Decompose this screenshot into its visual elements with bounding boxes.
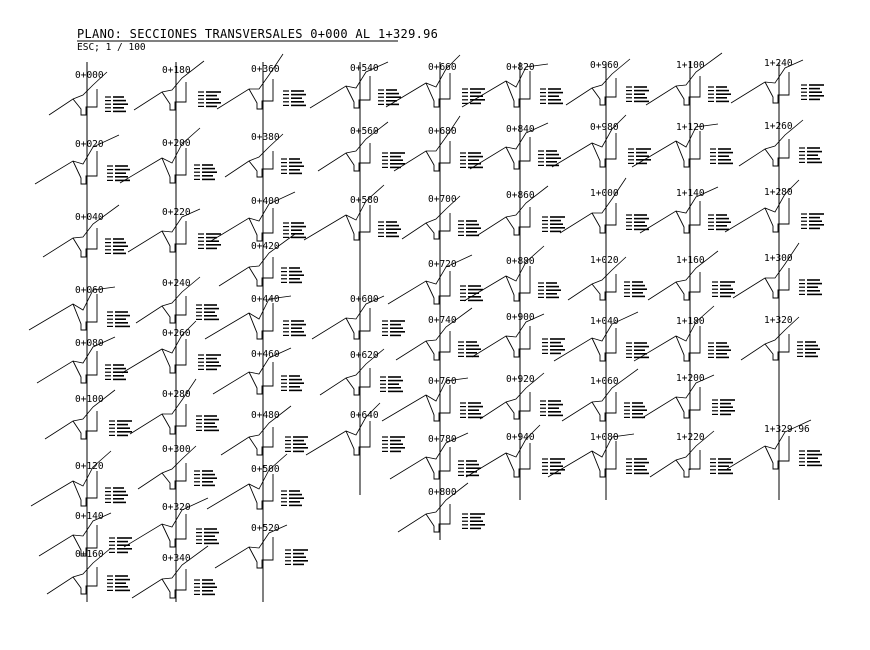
- station-label: 0+300: [162, 444, 191, 455]
- road-cut-profile: [162, 569, 186, 598]
- cross-section: [727, 420, 822, 469]
- road-cut-profile: [765, 72, 789, 103]
- cross-section: [382, 376, 483, 421]
- station-label: 0+600: [350, 294, 379, 305]
- terrain-line: [304, 185, 384, 240]
- section-data-table: [283, 321, 306, 335]
- section-data-table: [624, 403, 647, 417]
- section-data-table: [626, 343, 649, 357]
- road-cut-profile: [249, 537, 273, 568]
- road-cut-profile: [592, 133, 616, 167]
- section-data-table: [710, 459, 733, 473]
- terrain-line: [31, 451, 111, 506]
- cross-section: [211, 192, 306, 241]
- station-label: 1+260: [764, 121, 793, 132]
- road-cut-profile: [506, 207, 530, 235]
- station-label: 1+220: [676, 432, 705, 443]
- cross-section: [306, 403, 405, 455]
- section-data-table: [378, 222, 401, 236]
- cross-section: [120, 128, 217, 183]
- cross-section: [566, 59, 649, 105]
- section-data-table: [105, 239, 128, 253]
- road-cut-profile: [676, 201, 700, 233]
- station-label: 0+480: [251, 410, 280, 421]
- section-data-table: [198, 355, 221, 369]
- cross-section: [472, 312, 565, 357]
- station-label: 0+980: [590, 122, 619, 133]
- station-label: 1+160: [676, 255, 705, 266]
- station-label: 0+660: [428, 62, 457, 73]
- road-cut-profile: [346, 421, 370, 455]
- section-data-table: [540, 401, 563, 415]
- road-cut-profile: [676, 326, 700, 361]
- station-label: 0+340: [162, 553, 191, 564]
- station-label: 0+220: [162, 207, 191, 218]
- cross-section: [733, 243, 822, 298]
- station-label: 0+380: [251, 132, 280, 143]
- station-label: 0+860: [506, 190, 535, 201]
- cross-section: [562, 369, 647, 421]
- road-cut-profile: [426, 141, 450, 171]
- station-label: 0+100: [75, 394, 104, 405]
- cross-section: [215, 523, 308, 568]
- cross-section: [132, 546, 217, 598]
- road-cut-profile: [592, 78, 616, 105]
- section-data-table: [378, 90, 401, 104]
- section-data-table: [708, 87, 731, 101]
- section-data-table: [105, 365, 128, 379]
- section-data-table: [708, 343, 731, 357]
- station-label: 0+740: [428, 315, 457, 326]
- cross-section: [388, 255, 483, 304]
- road-cut-profile: [426, 271, 450, 304]
- station-label: 0+760: [428, 376, 457, 387]
- plan-title: PLANO: SECCIONES TRANSVERSALES 0+000 AL 1+329.96: [77, 27, 439, 41]
- station-label: 0+060: [75, 285, 104, 296]
- road-cut-profile: [426, 73, 450, 107]
- station-label: 0+960: [590, 60, 619, 71]
- section-data-table: [105, 488, 128, 502]
- section-data-table: [107, 312, 130, 326]
- cross-section: [130, 379, 219, 434]
- section-data-table: [460, 286, 483, 300]
- plan-scale: ESC; 1 / 100: [77, 42, 146, 53]
- cross-section: [480, 373, 563, 419]
- station-label: 0+020: [75, 139, 104, 150]
- station-label: 0+140: [75, 511, 104, 522]
- section-data-table: [460, 153, 483, 167]
- cross-section: [29, 285, 130, 330]
- section-data-table: [198, 92, 221, 106]
- station-label: 0+160: [75, 549, 104, 560]
- section-data-table: [382, 437, 405, 451]
- station-label: 0+580: [350, 195, 379, 206]
- station-label: 1+000: [590, 188, 619, 199]
- road-cut-profile: [676, 76, 700, 105]
- station-label: 0+120: [75, 461, 104, 472]
- section-data-table: [109, 421, 132, 435]
- station-label: 1+280: [764, 187, 793, 198]
- cross-section: [402, 194, 481, 239]
- cross-section: [318, 122, 405, 171]
- station-label: 0+440: [251, 294, 280, 305]
- section-data-table: [542, 339, 565, 353]
- road-cut-profile: [765, 268, 789, 298]
- station-label: 1+040: [590, 316, 619, 327]
- section-data-table: [194, 580, 217, 594]
- section-data-table: [105, 97, 128, 111]
- section-data-table: [462, 514, 485, 528]
- cross-section: [634, 306, 731, 361]
- section-data-table: [799, 148, 822, 162]
- cross-section: [219, 234, 304, 286]
- section-data-table: [285, 550, 308, 564]
- cross-section: [205, 294, 306, 339]
- section-column: [725, 58, 824, 500]
- station-label: 1+320: [764, 315, 793, 326]
- section-data-table: [799, 451, 822, 465]
- cross-section: [398, 483, 485, 532]
- terrain-line: [207, 454, 287, 509]
- section-data-table: [458, 461, 481, 475]
- section-column: [548, 59, 651, 500]
- road-cut-profile: [73, 567, 97, 594]
- cross-section: [552, 115, 651, 167]
- cross-section: [394, 116, 483, 171]
- cross-section: [478, 186, 565, 235]
- station-label: 0+640: [350, 410, 379, 421]
- road-cut-profile: [73, 471, 97, 506]
- sections-group: [29, 53, 824, 602]
- cross-section: [650, 431, 733, 477]
- section-data-table: [626, 215, 649, 229]
- cross-section: [731, 58, 824, 103]
- section-column: [120, 61, 221, 602]
- section-data-table: [624, 282, 647, 296]
- section-data-table: [281, 376, 304, 390]
- station-label: 1+240: [764, 58, 793, 69]
- cross-section: [124, 498, 219, 547]
- road-cut-profile: [162, 82, 186, 110]
- station-label: 0+240: [162, 278, 191, 289]
- road-cut-profile: [162, 339, 186, 373]
- plan-header: [77, 27, 438, 53]
- road-cut-profile: [249, 257, 273, 286]
- road-cut-profile: [426, 504, 450, 532]
- road-cut-profile: [506, 326, 530, 357]
- road-cut-profile: [249, 362, 273, 394]
- section-data-table: [196, 305, 219, 319]
- road-cut-profile: [346, 368, 370, 395]
- section-data-table: [107, 576, 130, 590]
- section-data-table: [198, 234, 221, 248]
- cross-section: [47, 548, 130, 594]
- cross-section: [304, 185, 401, 240]
- station-label: 0+920: [506, 374, 535, 385]
- cross-section: [134, 61, 221, 110]
- cross-section: [221, 406, 308, 455]
- road-cut-profile: [73, 228, 97, 257]
- station-label: 1+020: [590, 255, 619, 266]
- cross-section: [560, 178, 649, 233]
- cross-section: [725, 180, 824, 232]
- road-cut-profile: [426, 447, 450, 479]
- station-label: 0+820: [506, 62, 535, 73]
- road-cut-profile: [249, 303, 273, 339]
- section-data-table: [194, 471, 217, 485]
- station-label: 0+000: [75, 70, 104, 81]
- station-label: 0+420: [251, 241, 280, 252]
- road-cut-profile: [592, 328, 616, 361]
- cross-section: [217, 54, 306, 109]
- station-label: 0+460: [251, 349, 280, 360]
- section-data-table: [538, 283, 561, 297]
- station-label: 0+700: [428, 194, 457, 205]
- cross-section: [741, 315, 820, 360]
- cross-section: [37, 337, 128, 383]
- road-cut-profile: [73, 411, 97, 439]
- section-data-table: [107, 166, 130, 180]
- cross-section: [396, 308, 481, 360]
- section-data-table: [196, 529, 219, 543]
- station-label: 0+840: [506, 124, 535, 135]
- road-cut-profile: [162, 148, 186, 183]
- cross-section: [128, 207, 221, 252]
- cross-section: [320, 349, 403, 395]
- station-label: 0+620: [350, 350, 379, 361]
- cross-section: [642, 373, 735, 418]
- station-label: 0+260: [162, 328, 191, 339]
- section-data-table: [626, 87, 649, 101]
- road-cut-profile: [249, 208, 273, 241]
- section-data-table: [797, 342, 820, 356]
- station-label: 1+329.96: [764, 424, 810, 435]
- station-label: 1+200: [676, 373, 705, 384]
- road-cut-profile: [506, 392, 530, 419]
- station-label: 0+900: [506, 312, 535, 323]
- cross-section: [138, 444, 217, 489]
- road-cut-profile: [162, 404, 186, 434]
- section-data-table: [109, 538, 132, 552]
- station-label: 1+080: [590, 432, 619, 443]
- station-label: 0+320: [162, 502, 191, 513]
- road-cut-profile: [249, 79, 273, 109]
- section-data-table: [380, 377, 403, 391]
- section-column: [304, 62, 405, 495]
- station-label: 0+180: [162, 65, 191, 76]
- station-label: 0+940: [506, 432, 535, 443]
- section-column: [29, 62, 132, 602]
- section-data-table: [626, 459, 649, 473]
- section-data-table: [542, 217, 565, 231]
- road-cut-profile: [676, 387, 700, 418]
- cross-section: [35, 135, 130, 184]
- station-label: 0+080: [75, 338, 104, 349]
- station-label: 1+180: [676, 316, 705, 327]
- section-data-table: [194, 165, 217, 179]
- cross-section: [225, 132, 304, 177]
- road-cut-profile: [162, 296, 186, 323]
- section-data-table: [462, 89, 485, 103]
- section-column: [632, 53, 735, 477]
- cross-section: [207, 454, 304, 509]
- road-cut-profile: [676, 450, 700, 477]
- cross-section: [43, 205, 128, 257]
- section-data-table: [801, 85, 824, 99]
- station-label: 0+040: [75, 212, 104, 223]
- cross-section: [640, 187, 731, 233]
- road-cut-profile: [676, 131, 700, 167]
- road-cut-profile: [506, 137, 530, 169]
- section-data-table: [458, 221, 481, 235]
- road-cut-profile: [426, 331, 450, 360]
- road-cut-profile: [592, 441, 616, 477]
- cross-section: [648, 251, 735, 300]
- road-cut-profile: [346, 308, 370, 339]
- road-cut-profile: [346, 143, 370, 171]
- road-cut-profile: [592, 203, 616, 233]
- cross-section: [122, 321, 221, 373]
- cross-section: [739, 120, 822, 166]
- station-label: 1+300: [764, 253, 793, 264]
- station-label: 1+100: [676, 60, 705, 71]
- station-label: 0+540: [350, 63, 379, 74]
- road-cut-profile: [506, 266, 530, 301]
- section-data-table: [382, 321, 405, 335]
- station-label: 0+520: [251, 523, 280, 534]
- section-data-table: [283, 223, 306, 237]
- section-data-table: [458, 342, 481, 356]
- section-data-table: [540, 89, 563, 103]
- road-cut-profile: [249, 474, 273, 509]
- station-label: 0+720: [428, 259, 457, 270]
- station-label: 0+280: [162, 389, 191, 400]
- cross-section: [213, 348, 304, 394]
- section-data-table: [628, 149, 651, 163]
- section-data-table: [281, 159, 304, 173]
- section-data-table: [708, 215, 731, 229]
- section-data-table: [281, 268, 304, 282]
- terrain-line: [634, 306, 714, 361]
- road-cut-profile: [765, 436, 789, 469]
- cross-section: [554, 312, 649, 361]
- road-cut-profile: [73, 294, 97, 330]
- section-data-table: [460, 403, 483, 417]
- cross-section: [646, 53, 731, 105]
- station-label: 0+800: [428, 487, 457, 498]
- station-label: 0+560: [350, 126, 379, 137]
- section-data-table: [712, 282, 735, 296]
- road-cut-profile: [73, 351, 97, 383]
- section-column: [205, 54, 308, 602]
- station-label: 1+120: [676, 122, 705, 133]
- station-label: 0+360: [251, 64, 280, 75]
- section-data-table: [801, 214, 824, 228]
- terrain-line: [120, 128, 200, 183]
- section-data-table: [382, 153, 405, 167]
- cross-section: [31, 451, 128, 506]
- section-data-table: [712, 400, 735, 414]
- road-cut-profile: [506, 71, 530, 107]
- cross-section: [466, 425, 565, 477]
- road-cut-profile: [249, 427, 273, 455]
- cross-section: [312, 294, 405, 339]
- cross-section: [464, 246, 561, 301]
- station-label: 0+780: [428, 434, 457, 445]
- road-cut-profile: [676, 272, 700, 300]
- road-cut-profile: [346, 205, 370, 240]
- road-cut-profile: [765, 139, 789, 166]
- road-cut-profile: [426, 385, 450, 421]
- station-label: 1+060: [590, 376, 619, 387]
- section-data-table: [285, 437, 308, 451]
- road-cut-profile: [162, 221, 186, 252]
- cross-section: [470, 123, 561, 169]
- road-cut-profile: [346, 76, 370, 108]
- station-label: 0+400: [251, 196, 280, 207]
- road-cut-profile: [765, 198, 789, 232]
- station-label: 1+140: [676, 188, 705, 199]
- road-cut-profile: [592, 392, 616, 421]
- road-cut-profile: [506, 443, 530, 477]
- cross-section: [45, 390, 132, 439]
- cross-section: [568, 255, 647, 300]
- section-column: [462, 62, 565, 500]
- section-data-table: [281, 491, 304, 505]
- cross-section: [49, 70, 128, 115]
- station-label: 0+680: [428, 126, 457, 137]
- section-data-table: [710, 149, 733, 163]
- cross-section: [136, 277, 219, 323]
- road-cut-profile: [162, 514, 186, 547]
- cross-section: [386, 55, 485, 107]
- section-data-table: [799, 280, 822, 294]
- section-data-table: [283, 91, 306, 105]
- cross-section: [390, 433, 481, 479]
- station-label: 0+500: [251, 464, 280, 475]
- section-data-table: [196, 416, 219, 430]
- station-label: 0+880: [506, 256, 535, 267]
- cross-section: [310, 62, 401, 108]
- road-cut-profile: [73, 151, 97, 184]
- section-data-table: [542, 459, 565, 473]
- station-label: 0+200: [162, 138, 191, 149]
